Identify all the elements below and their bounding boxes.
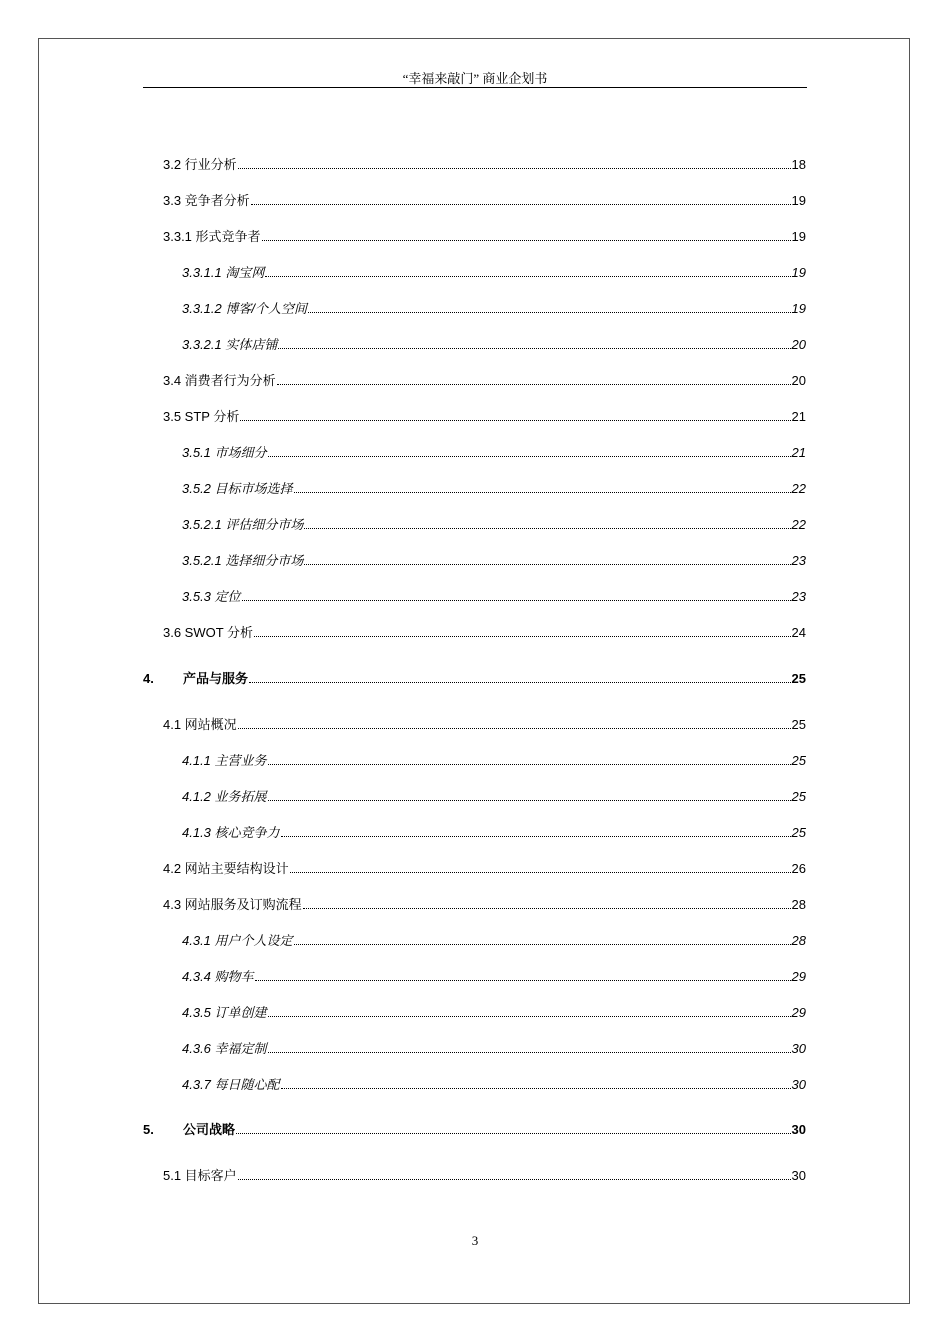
toc-entry-page: 23	[791, 589, 806, 604]
toc-entry-page: 25	[791, 753, 806, 768]
toc-dot-leader	[268, 764, 791, 765]
toc-entry-title: 3.3.1.2 博客/个人空间	[182, 301, 307, 316]
toc-entry-page: 24	[791, 625, 806, 640]
toc-entry[interactable]	[163, 860, 806, 878]
toc-dot-leader	[281, 836, 791, 837]
toc-entry[interactable]	[163, 716, 806, 734]
toc-entry[interactable]	[163, 624, 806, 642]
toc-entry-page: 20	[791, 337, 806, 352]
toc-entry-page: 20	[791, 373, 806, 388]
toc-entry[interactable]	[182, 552, 806, 570]
toc-dot-leader	[294, 944, 791, 945]
toc-entry-page: 26	[791, 861, 806, 876]
toc-entry[interactable]	[182, 588, 806, 606]
toc-entry[interactable]	[182, 1076, 806, 1094]
toc-entry[interactable]	[182, 968, 806, 986]
toc-entry-page: 21	[791, 409, 806, 424]
toc-dot-leader	[236, 1133, 791, 1134]
toc-dot-leader	[265, 276, 790, 277]
toc-entry[interactable]	[163, 408, 806, 426]
toc-entry-page: 22	[791, 517, 806, 532]
page-header-title: “幸福来敲门” 商业企划书	[402, 71, 548, 86]
toc-entry-page: 23	[791, 553, 806, 568]
toc-entry-title: 3.5 STP 分析	[163, 409, 240, 424]
toc-dot-leader	[268, 800, 791, 801]
toc-entry-title: 3.3.1 形式竞争者	[163, 229, 261, 244]
toc-dot-leader	[290, 872, 791, 873]
toc-entry-title: 4.3.4 购物车	[182, 969, 254, 984]
toc-entry-title: 4.3.6 幸福定制	[182, 1041, 267, 1056]
toc-entry-page: 29	[791, 1005, 806, 1020]
toc-entry[interactable]	[163, 1167, 806, 1185]
toc-entry-title: 3.3.1.1 淘宝网	[182, 265, 265, 280]
toc-entry-page: 30	[791, 1077, 806, 1092]
toc-entry[interactable]	[182, 264, 806, 282]
toc-dot-leader	[238, 1179, 791, 1180]
toc-dot-leader	[240, 420, 790, 421]
toc-entry-title: 3.2 行业分析	[163, 157, 237, 172]
toc-entry[interactable]	[163, 896, 806, 914]
toc-entry-title: 4.1 网站概况	[163, 717, 237, 732]
toc-dot-leader	[249, 682, 791, 683]
toc-entry-title: 5.1 目标客户	[163, 1168, 237, 1183]
toc-dot-leader	[242, 600, 791, 601]
toc-entry-title: 3.3 竞争者分析	[163, 193, 250, 208]
toc-entry-page: 22	[791, 481, 806, 496]
toc-entry[interactable]	[163, 372, 806, 390]
toc-entry-title: 4.3.5 订单创建	[182, 1005, 267, 1020]
toc-entry-title: 3.4 消费者行为分析	[163, 373, 276, 388]
toc-dot-leader	[294, 492, 791, 493]
toc-entry-page: 25	[791, 671, 806, 686]
toc-entry-page: 30	[791, 1168, 806, 1183]
toc-dot-leader	[238, 168, 791, 169]
toc-entry-page: 19	[791, 301, 806, 316]
toc-entry-title: 4.1.1 主营业务	[182, 753, 267, 768]
toc-dot-leader	[278, 348, 790, 349]
toc-entry-title: 产品与服务	[183, 671, 249, 686]
toc-entry[interactable]	[163, 156, 806, 174]
toc-entry[interactable]	[182, 336, 806, 354]
toc-dot-leader	[262, 240, 791, 241]
toc-entry[interactable]	[182, 1004, 806, 1022]
toc-entry-page: 19	[791, 265, 806, 280]
toc-entry-page: 28	[791, 933, 806, 948]
toc-dot-leader	[304, 528, 790, 529]
toc-dot-leader	[277, 384, 791, 385]
toc-entry-page: 25	[791, 825, 806, 840]
toc-dot-leader	[304, 564, 790, 565]
toc-dot-leader	[303, 908, 791, 909]
toc-entry[interactable]	[182, 932, 806, 950]
toc-entry[interactable]	[143, 670, 806, 688]
toc-entry[interactable]	[182, 1040, 806, 1058]
toc-entry-page: 28	[791, 897, 806, 912]
toc-dot-leader	[281, 1088, 791, 1089]
toc-entry-page: 18	[791, 157, 806, 172]
toc-entry-title: 公司战略	[183, 1122, 236, 1137]
toc-entry-title: 3.5.2.1 评估细分市场	[182, 517, 304, 532]
toc-dot-leader	[268, 1052, 791, 1053]
toc-entry-title: 4.3 网站服务及订购流程	[163, 897, 302, 912]
toc-entry-page: 30	[791, 1122, 806, 1137]
toc-entry-title: 4.2 网站主要结构设计	[163, 861, 289, 876]
toc-dot-leader	[238, 728, 791, 729]
toc-entry[interactable]	[182, 752, 806, 770]
toc-entry[interactable]	[182, 824, 806, 842]
toc-entry[interactable]	[182, 444, 806, 462]
toc-entry-title: 3.5.2.1 选择细分市场	[182, 553, 304, 568]
toc-entry-page: 25	[791, 717, 806, 732]
toc-entry-title: 4.1.3 核心竞争力	[182, 825, 280, 840]
toc-dot-leader	[268, 456, 791, 457]
toc-entry-title: 3.3.2.1 实体店铺	[182, 337, 278, 352]
toc-entry[interactable]	[163, 228, 806, 246]
toc-entry[interactable]	[143, 1121, 806, 1139]
toc-entry-page: 19	[791, 193, 806, 208]
toc-entry-page: 30	[791, 1041, 806, 1056]
toc-entry-page: 25	[791, 789, 806, 804]
toc-entry-title: 4.1.2 业务拓展	[182, 789, 267, 804]
toc-entry-title: 3.5.2 目标市场选择	[182, 481, 293, 496]
toc-dot-leader	[251, 204, 791, 205]
toc-entry[interactable]	[182, 480, 806, 498]
toc-entry-title: 3.5.1 市场细分	[182, 445, 267, 460]
toc-entry-number: 4.	[143, 671, 154, 686]
page-number: 3	[471, 1233, 479, 1248]
toc-entry-page: 21	[791, 445, 806, 460]
toc-dot-leader	[268, 1016, 791, 1017]
toc-entry[interactable]	[163, 192, 806, 210]
toc-entry-title: 4.3.7 每日随心配	[182, 1077, 280, 1092]
toc-entry[interactable]	[182, 300, 806, 318]
toc-dot-leader	[254, 636, 790, 637]
toc-dot-leader	[308, 312, 791, 313]
toc-entry-title: 3.5.3 定位	[182, 589, 241, 604]
toc-entry[interactable]	[182, 788, 806, 806]
toc-entry[interactable]	[182, 516, 806, 534]
toc-dot-leader	[255, 980, 791, 981]
toc-entry-page: 19	[791, 229, 806, 244]
toc-entry-page: 29	[791, 969, 806, 984]
toc-entry-title: 4.3.1 用户个人设定	[182, 933, 293, 948]
toc-entry-number: 5.	[143, 1122, 154, 1137]
toc-entry-title: 3.6 SWOT 分析	[163, 625, 254, 640]
